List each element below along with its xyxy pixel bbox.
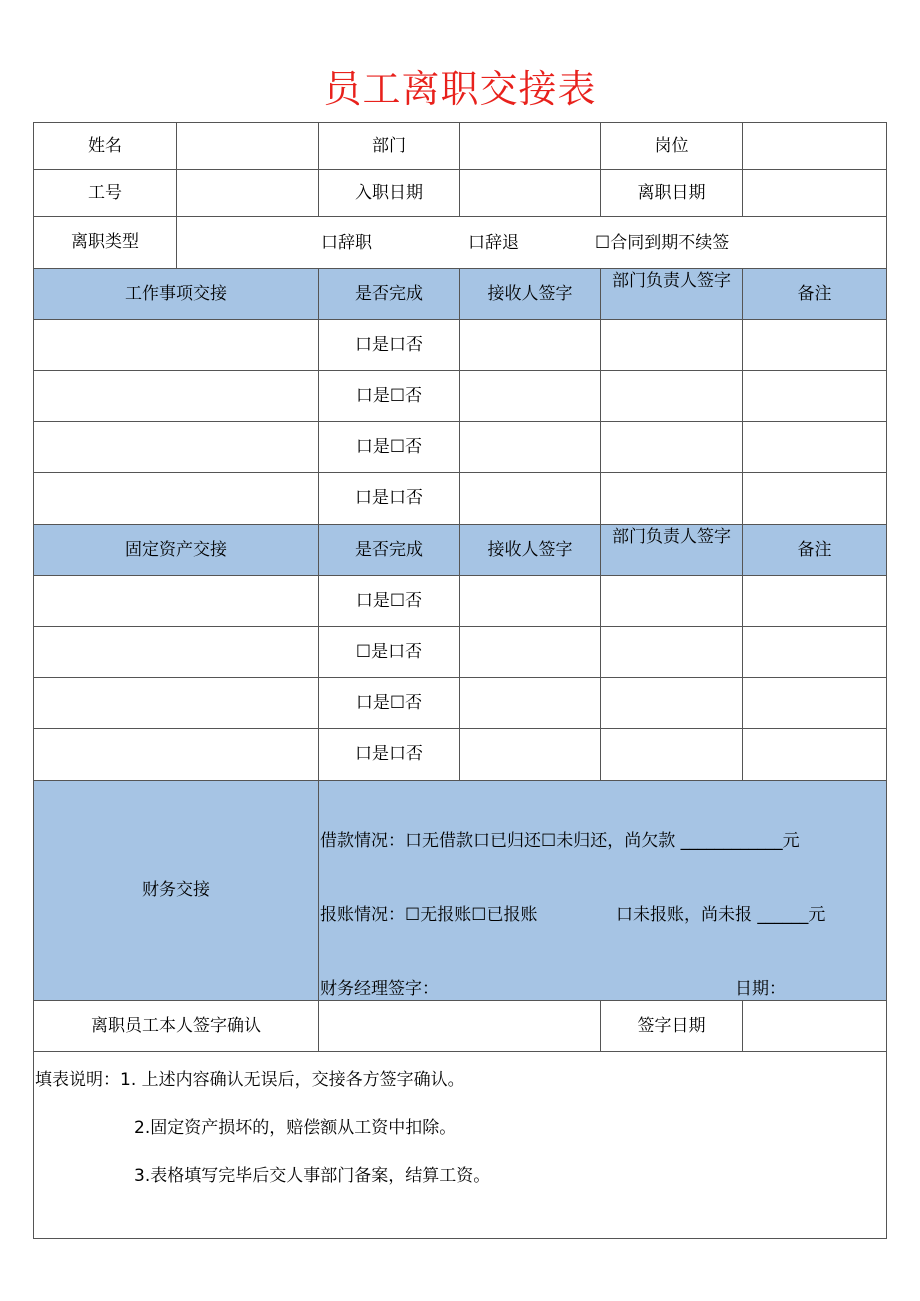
table-row <box>34 371 887 422</box>
asset-item-field[interactable] <box>34 729 319 781</box>
sign-date-label: 签字日期 <box>601 1001 743 1052</box>
work-item-field[interactable] <box>34 473 319 525</box>
finance-details <box>319 781 887 1001</box>
work-dept-head-header: 部门负责人签字 <box>601 269 743 320</box>
asset-dept-head-header: 部门负责人签字 <box>601 525 743 576</box>
asset-receiver-sign-field[interactable] <box>460 678 601 729</box>
leave-type-options <box>177 217 887 269</box>
asset-receiver-sign-field[interactable] <box>460 576 601 627</box>
asset-complete-checkboxes[interactable]: ☐是口否 <box>319 627 460 678</box>
asset-receiver-sign-field[interactable] <box>460 627 601 678</box>
asset-remark-field[interactable] <box>743 729 887 781</box>
table-row <box>34 627 887 678</box>
reimburse-status-left[interactable]: 报账情况：☐无报账☐已报账 <box>320 905 538 925</box>
work-complete-checkboxes[interactable]: 口是☐否 <box>319 371 460 422</box>
work-remark-field[interactable] <box>743 371 887 422</box>
work-dept-head-sign-field[interactable] <box>601 422 743 473</box>
asset-item-header: 固定资产交接 <box>34 525 319 576</box>
name-label: 姓名 <box>34 123 177 170</box>
asset-handover-header <box>34 525 887 576</box>
work-dept-head-sign-field[interactable] <box>601 371 743 422</box>
work-complete-header: 是否完成 <box>319 269 460 320</box>
employee-id-label: 工号 <box>34 170 177 217</box>
table-row <box>34 576 887 627</box>
employee-sign-field[interactable] <box>319 1001 601 1052</box>
work-complete-checkboxes[interactable]: 口是口否 <box>319 320 460 371</box>
table-row <box>34 473 887 525</box>
finance-handover-row <box>34 781 887 1001</box>
hire-date-field[interactable] <box>460 170 601 217</box>
employee-confirm-row <box>34 1001 887 1052</box>
note-line-1: 填表说明：1. 上述内容确认无误后，交接各方签字确认。 <box>35 1070 465 1090</box>
finance-date-label: 日期： <box>735 979 786 999</box>
work-item-field[interactable] <box>34 320 319 371</box>
leave-type-row <box>34 217 887 269</box>
asset-complete-checkboxes[interactable]: 口是☐否 <box>319 678 460 729</box>
finance-manager-sign-label: 财务经理签字： <box>320 979 439 999</box>
table-row <box>34 320 887 371</box>
basic-info-row-1 <box>34 123 887 170</box>
notes-row <box>34 1052 887 1239</box>
asset-receiver-header: 接收人签字 <box>460 525 601 576</box>
leave-type-label: 离职类型 <box>34 217 177 269</box>
asset-complete-checkboxes[interactable]: 口是口否 <box>319 729 460 781</box>
work-dept-head-sign-field[interactable] <box>601 473 743 525</box>
work-remark-field[interactable] <box>743 422 887 473</box>
asset-remark-field[interactable] <box>743 627 887 678</box>
work-receiver-sign-field[interactable] <box>460 473 601 525</box>
position-label: 岗位 <box>601 123 743 170</box>
asset-item-field[interactable] <box>34 678 319 729</box>
note-line-3: 3.表格填写完毕后交人事部门备案，结算工资。 <box>134 1166 491 1186</box>
asset-complete-header: 是否完成 <box>319 525 460 576</box>
reimburse-status-right[interactable]: 口未报账，尚未报 ______元 <box>616 905 826 925</box>
finance-handover-label: 财务交接 <box>34 781 319 1001</box>
work-handover-header <box>34 269 887 320</box>
work-receiver-sign-field[interactable] <box>460 371 601 422</box>
form-title: 员工离职交接表 <box>323 67 597 111</box>
work-receiver-sign-field[interactable] <box>460 320 601 371</box>
leave-date-label: 离职日期 <box>601 170 743 217</box>
leave-date-field[interactable] <box>743 170 887 217</box>
dept-field[interactable] <box>460 123 601 170</box>
leave-type-dismiss-checkbox[interactable]: 口辞退 <box>468 232 519 253</box>
asset-dept-head-sign-field[interactable] <box>601 627 743 678</box>
loan-status-line[interactable]: 借款情况：口无借款口已归还☐未归还，尚欠款 ____________元 <box>320 831 800 851</box>
table-row <box>34 729 887 781</box>
work-receiver-sign-field[interactable] <box>460 422 601 473</box>
handover-form <box>33 122 887 1239</box>
work-complete-checkboxes[interactable]: 口是☐否 <box>319 422 460 473</box>
asset-dept-head-sign-field[interactable] <box>601 729 743 781</box>
asset-complete-checkboxes[interactable]: 口是☐否 <box>319 576 460 627</box>
work-item-field[interactable] <box>34 371 319 422</box>
position-field[interactable] <box>743 123 887 170</box>
work-receiver-header: 接收人签字 <box>460 269 601 320</box>
asset-remark-field[interactable] <box>743 678 887 729</box>
work-dept-head-sign-field[interactable] <box>601 320 743 371</box>
work-item-header: 工作事项交接 <box>34 269 319 320</box>
work-item-field[interactable] <box>34 422 319 473</box>
employee-id-field[interactable] <box>177 170 319 217</box>
asset-item-field[interactable] <box>34 576 319 627</box>
sign-date-field[interactable] <box>743 1001 887 1052</box>
fill-instructions <box>34 1052 887 1239</box>
work-complete-checkboxes[interactable]: 口是口否 <box>319 473 460 525</box>
work-remark-header: 备注 <box>743 269 887 320</box>
asset-remark-header: 备注 <box>743 525 887 576</box>
asset-remark-field[interactable] <box>743 576 887 627</box>
leave-type-contract-end-checkbox[interactable]: ☐合同到期不续签 <box>595 232 730 253</box>
asset-receiver-sign-field[interactable] <box>460 729 601 781</box>
work-remark-field[interactable] <box>743 473 887 525</box>
table-row <box>34 422 887 473</box>
note-line-2: 2.固定资产损坏的，赔偿额从工资中扣除。 <box>134 1118 457 1138</box>
dept-label: 部门 <box>319 123 460 170</box>
asset-dept-head-sign-field[interactable] <box>601 678 743 729</box>
asset-dept-head-sign-field[interactable] <box>601 576 743 627</box>
name-field[interactable] <box>177 123 319 170</box>
table-row <box>34 678 887 729</box>
employee-confirm-label: 离职员工本人签字确认 <box>34 1001 319 1052</box>
work-remark-field[interactable] <box>743 320 887 371</box>
leave-type-resign-checkbox[interactable]: 口辞职 <box>321 232 372 253</box>
basic-info-row-2 <box>34 170 887 217</box>
asset-item-field[interactable] <box>34 627 319 678</box>
hire-date-label: 入职日期 <box>319 170 460 217</box>
